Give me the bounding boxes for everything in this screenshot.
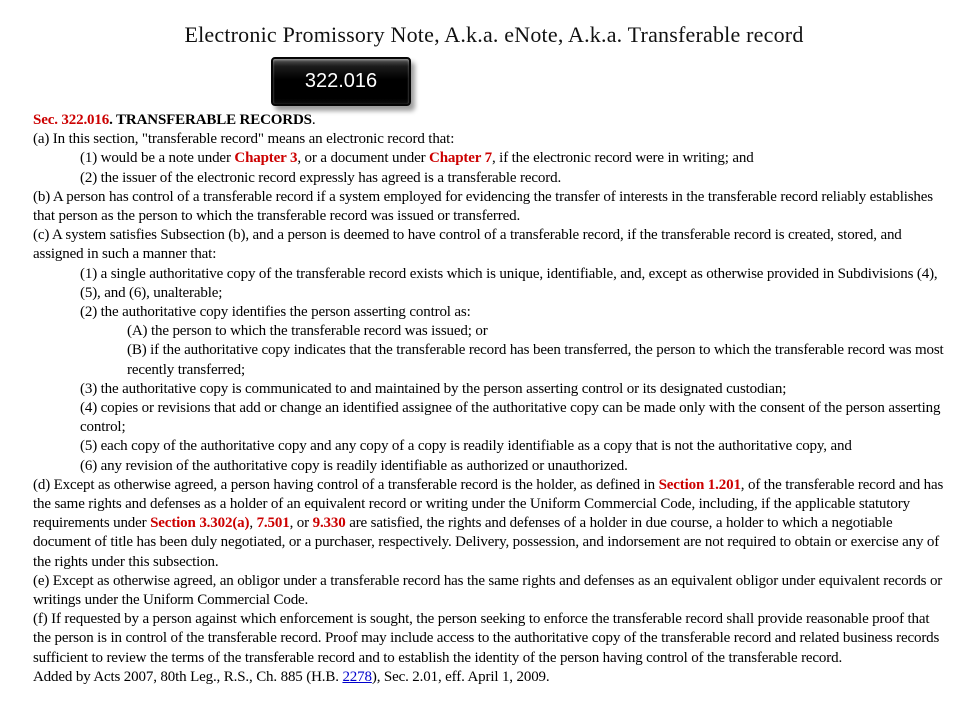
statute-cross-reference[interactable]: Section 1.201 <box>658 476 741 493</box>
text-run: TRANSFERABLE RECORDS <box>116 112 312 128</box>
statute-heading <box>33 111 946 130</box>
statute-paragraph <box>80 149 946 168</box>
statute-cross-reference[interactable]: Section 3.302(a) <box>150 515 250 532</box>
statute-paragraph <box>80 457 946 476</box>
section-number-badge-label: 322.016 <box>304 70 378 92</box>
text-run: (f) If requested by a person against which enforcement is sought, the person seeking to enforce the transferable record shall provide reasonable proof that the person is in control of the transferable record. Proof may include access to the authoritative copy of the transferable record and related business records sufficient to review the terms of the transferable record and to establish the identity of the person having control of the transferable record. <box>33 611 940 666</box>
text-run: (4) copies or revisions that add or change an identified assignee of the authoritative copy can be made only with the consent of the person asserting control; <box>80 400 941 436</box>
statute-paragraph <box>33 610 946 668</box>
statute-cross-reference[interactable]: Sec. 322.016 <box>33 112 110 128</box>
statute-paragraph <box>33 226 946 264</box>
text-run: (c) A system satisfies Subsection (b), and a person is deemed to have control of a transferable record, if the transferable record is created, stored, and assigned in such a manner that: <box>33 227 902 263</box>
text-run: (b) A person has control of a transferable record if a system employed for evidencing the transfer of interests in the transferable record reliably establishes that person as the person to which the transferable record was issued or transferred. <box>33 188 933 225</box>
text-run: (B) if the authoritative copy indicates that the transferable record has been transferred, the person to which the transferable record was most recently transferred; <box>127 342 944 378</box>
statute-cross-reference[interactable]: 7.501 <box>256 515 290 532</box>
statute-paragraph <box>127 322 946 341</box>
text-run: are satisfied, the rights and defenses of a holder in due course, a holder to which a negotiable document of title has been duly negotiated, or a purchaser, respectively. Delivery, possession, and indorsement are not required to obtain or exercise any of the rights under this subsection. <box>33 515 940 570</box>
text-run: (1) a single authoritative copy of the transferable record exists which is unique, identifiable, and, except as otherwise provided in Subdivisions (4), (5), and (6), unalterable; <box>80 265 938 301</box>
house-bill-link[interactable]: 2278 <box>342 668 372 685</box>
text-run: ), Sec. 2.01, eff. April 1, 2009. <box>371 668 550 685</box>
text-run: , <box>249 515 257 532</box>
text-run: Added by Acts 2007, 80th Leg., R.S., Ch. 885 (H.B. <box>33 668 343 685</box>
statute-paragraph <box>33 130 946 149</box>
text-run: (2) the authoritative copy identifies the person asserting control as: <box>80 304 471 321</box>
text-run: . <box>311 112 316 128</box>
page-title: Electronic Promissory Note, A.k.a. eNote, A.k.a. Transferable record <box>184 22 804 47</box>
statute-cross-reference[interactable]: Chapter 7 <box>429 150 492 167</box>
text-run: (a) In this section, "transferable record" means an electronic record that: <box>33 131 455 148</box>
statute-paragraph <box>80 265 946 303</box>
text-run: (d) Except as otherwise agreed, a person having control of a transferable record is the holder, as defined in <box>33 476 659 493</box>
statute-credit <box>33 668 946 687</box>
text-run: (5) each copy of the authoritative copy and any copy of a copy is readily identifiable as a copy that is not the authoritative copy, and <box>80 438 852 455</box>
statute-paragraph <box>80 303 946 322</box>
statute-paragraph <box>80 437 946 456</box>
text-run: (A) the person to which the transferable record was issued; or <box>127 323 488 340</box>
statute-cross-reference[interactable]: Chapter 3 <box>234 150 298 167</box>
statute-paragraph <box>80 380 946 399</box>
text-run: (1) would be a note under <box>80 150 235 167</box>
statute-paragraph <box>33 572 946 610</box>
statute-paragraph <box>33 188 946 226</box>
text-run: . <box>109 112 117 128</box>
statute-body <box>0 111 960 687</box>
statute-paragraph <box>80 169 946 188</box>
text-run: (e) Except as otherwise agreed, an obligor under a transferable record has the same rights and defenses as an equivalent obligor under equivalent records or writings under the Uniform Commercial Code. <box>33 572 943 609</box>
text-run: , of the transferable record and has the same rights and defenses as a holder of an equivalent record or writing under the Uniform Commercial Code, including, if the applicable statutory requirements under <box>33 476 944 532</box>
statute-paragraph <box>33 476 946 572</box>
text-run: (6) any revision of the authoritative copy is readily identifiable as authorized or unauthorized. <box>80 457 628 474</box>
text-run: (2) the issuer of the electronic record expressly has agreed is a transferable record. <box>80 169 562 186</box>
text-run: , or <box>289 515 313 532</box>
text-run: (3) the authoritative copy is communicated to and maintained by the person asserting control or its designated custodian; <box>80 380 787 397</box>
statute-cross-reference[interactable]: 9.330 <box>312 515 346 532</box>
text-run: , if the electronic record were in writing; and <box>491 150 754 167</box>
statute-paragraph <box>127 341 946 379</box>
section-number-badge <box>271 57 411 106</box>
text-run: , or a document under <box>297 150 430 167</box>
statute-paragraph <box>80 399 946 437</box>
